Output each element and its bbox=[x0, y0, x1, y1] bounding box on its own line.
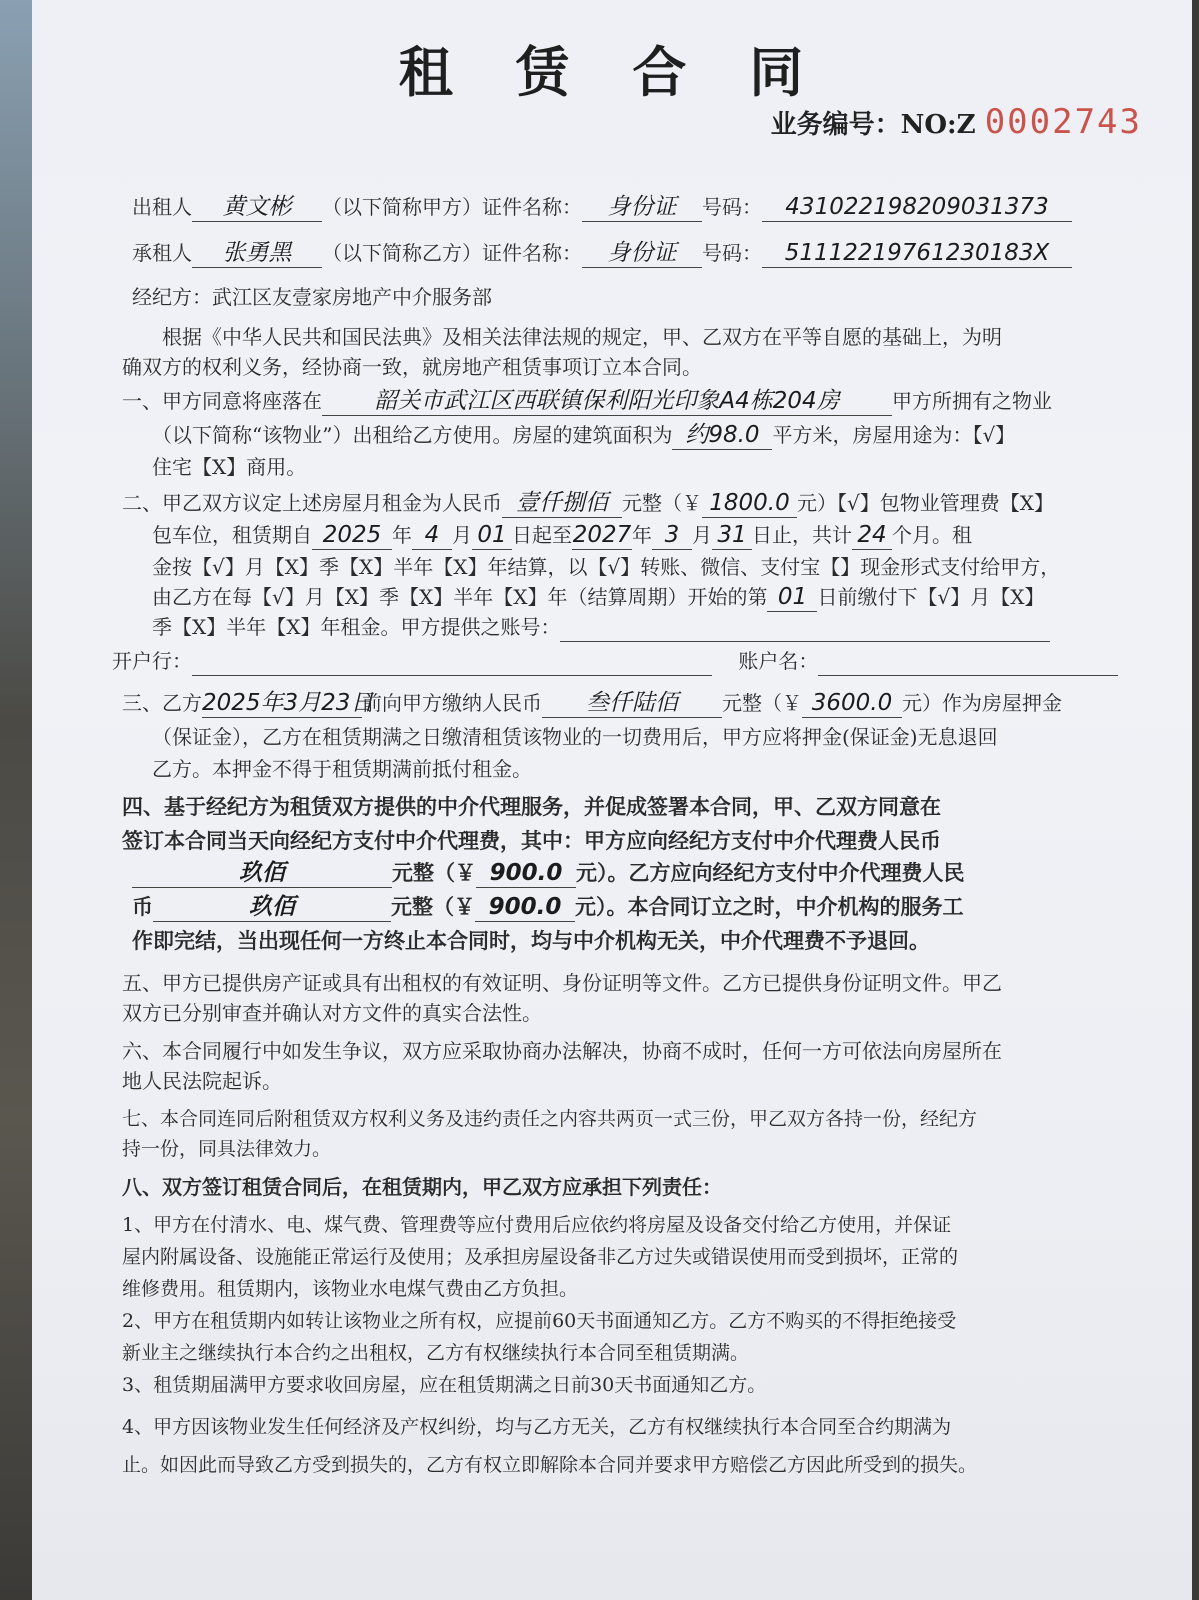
s2-account-name-value bbox=[818, 675, 1118, 676]
s5-line-2: 双方已分别审查并确认对方文件的真实合法性。 bbox=[122, 1001, 542, 1025]
s1-line-3: 住宅【X】商用。 bbox=[152, 455, 307, 479]
lessee-id-no-label: 号码： bbox=[702, 241, 762, 265]
s2-line-5 bbox=[152, 612, 1146, 642]
s1-line-2 bbox=[152, 420, 1146, 450]
s4-fee-a: 900.0 bbox=[476, 859, 576, 888]
lessee-id-type: 身份证 bbox=[582, 239, 702, 268]
lessor-line bbox=[132, 192, 1146, 222]
s4-text-l4b: 元）。本合同订立之时，中介机构的服务工 bbox=[575, 894, 964, 919]
s2-end-month: 3 bbox=[652, 521, 692, 550]
s2-text-l2h: 个月。租 bbox=[892, 523, 972, 547]
s7-line-2: 持一份，同具法律效力。 bbox=[122, 1138, 332, 1160]
s2-end-year: 2027 bbox=[572, 522, 632, 548]
lessor-id-no-label: 号码： bbox=[702, 195, 762, 219]
s2-text-l1c: 元）【√】包物业管理费【X】 bbox=[797, 491, 1054, 515]
s2-text-l1b: 元整（￥ bbox=[622, 491, 702, 515]
s2-account-name-label: 账户名： bbox=[738, 649, 819, 673]
s8-line-2: 屋内附属设备、设施能正常运行及使用；及承担房屋设备非乙方过失或错误使用而受到损坏，正常的 bbox=[122, 1246, 959, 1268]
s2-text-l4b: 日前缴付下【√】月【X】 bbox=[817, 585, 1045, 609]
contract-number bbox=[771, 102, 1142, 142]
s2-line-1 bbox=[122, 488, 1146, 518]
s4-line-4 bbox=[132, 892, 1146, 922]
s6-line-2: 地人民法院起诉。 bbox=[122, 1069, 282, 1093]
s2-account-no bbox=[560, 641, 1050, 642]
s2-text-l2a: 包车位，租赁期自 bbox=[152, 523, 312, 547]
s2-bank-label: 开户行： bbox=[112, 649, 192, 673]
s2-bank-value bbox=[192, 675, 712, 676]
s2-bank-line bbox=[112, 646, 1146, 676]
lessee-id-type-label: （以下简称乙方）证件名称： bbox=[322, 241, 582, 265]
s2-text-l2b: 年 bbox=[392, 523, 412, 547]
s4-text-l3b: 元）。乙方应向经纪方支付中介代理费人民 bbox=[576, 860, 965, 885]
s2-text-l4a: 由乙方在每【√】月【X】季【X】半年【X】年（结算周期）开始的第 bbox=[152, 585, 768, 609]
s8-line-1: 1、甲方在付清水、电、煤气费、管理费等应付费用后应依约将房屋及设备交付给乙方使用，并保证 bbox=[122, 1214, 952, 1236]
s2-line-3: 金按【√】月【X】季【X】半年【X】年结算，以【√】转账、微信、支付宝【】现金形式支付给甲方， bbox=[152, 555, 1061, 579]
s2-line-2 bbox=[152, 520, 1146, 550]
lessor-label: 出租人 bbox=[132, 195, 192, 219]
s8-line-5: 新业主之继续执行本合约之出租权，乙方有权继续执行本合同至租赁期满。 bbox=[122, 1342, 750, 1364]
s4-fee-a-cn: 玖佰 bbox=[132, 859, 392, 888]
s2-start-year: 2025 bbox=[312, 521, 392, 550]
lessor-id-type: 身份证 bbox=[582, 193, 702, 222]
s3-date: 2025年3月23日 bbox=[202, 690, 374, 716]
s2-start-month: 4 bbox=[412, 521, 452, 550]
s4-line-2: 签订本合同当天向经纪方支付中介代理费，其中：甲方应向经纪方支付中介代理费人民币 bbox=[122, 828, 941, 853]
s3-text-c: 元整（￥ bbox=[722, 691, 802, 715]
s5-line-1: 五、甲方已提供房产证或具有出租权的有效证明、身份证明等文件。乙方已提供身份证明文件。甲乙 bbox=[122, 971, 1002, 995]
s4-text-l4a: 元整（￥ bbox=[391, 894, 475, 919]
s1-text-d: 平方米，房屋用途为：【√】 bbox=[772, 423, 1016, 447]
s3-text-a: 三、乙方 bbox=[122, 691, 202, 715]
s4-line-3 bbox=[132, 858, 1146, 888]
s2-start-day: 01 bbox=[472, 521, 512, 550]
contract-paper bbox=[32, 0, 1192, 1600]
s8-line-4: 2、甲方在租赁期内如转让该物业之所有权，应提前60天书面通知乙方。乙方不购买的不得拒绝接受 bbox=[122, 1310, 957, 1332]
s3-line-3: 乙方。本押金不得于租赁期满前抵付租金。 bbox=[152, 757, 532, 781]
s2-rent: 1800.0 bbox=[702, 489, 797, 518]
page-title: 租 赁 合 同 bbox=[398, 40, 826, 104]
s3-text-b: 前向甲方缴纳人民币 bbox=[362, 691, 542, 715]
s2-text-l2e: 年 bbox=[632, 523, 652, 547]
intro-line-1: 根据《中华人民共和国民法典》及相关法律法规的规定，甲、乙双方在平等自愿的基础上，为明 bbox=[162, 325, 1002, 349]
lessor-id-type-label: （以下简称甲方）证件名称： bbox=[322, 195, 582, 219]
s1-address: 韶关市武江区西联镇保利阳光印象A4栋204房 bbox=[322, 387, 892, 416]
s7-line-1: 七、本合同连同后附租赁双方权利义务及违约责任之内容共两页一式三份，甲乙双方各持一份，经纪方 bbox=[122, 1108, 978, 1130]
s2-line-4 bbox=[152, 582, 1146, 612]
s2-pay-day: 01 bbox=[767, 583, 817, 612]
intro-line-2: 确双方的权利义务，经协商一致，就房地产租赁事项订立本合同。 bbox=[122, 355, 702, 379]
contract-number-value: 0002743 bbox=[984, 102, 1142, 142]
s1-text-a: 一、甲方同意将座落在 bbox=[122, 389, 322, 413]
s8-line-8: 止。如因此而导致乙方受到损失的，乙方有权立即解除本合同并要求甲方赔偿乙方因此所受到的损失。 bbox=[122, 1454, 978, 1476]
s4-text-l4pre: 币 bbox=[132, 894, 153, 919]
s2-rent-cn: 壹仟捌佰 bbox=[502, 489, 622, 518]
s3-line-2: （保证金），乙方在租赁期满之日缴清租赁该物业的一切费用后，甲方应将押金(保证金)无息退回 bbox=[152, 725, 998, 749]
lessee-name: 张勇黑 bbox=[192, 239, 322, 268]
s3-text-d: 元）作为房屋押金 bbox=[902, 691, 1062, 715]
s2-end-day: 31 bbox=[712, 521, 752, 550]
s2-months: 24 bbox=[852, 521, 892, 550]
s1-text-c: （以下简称“该物业”）出租给乙方使用。房屋的建筑面积为 bbox=[152, 423, 673, 447]
lessor-id-no: 431022198209031373 bbox=[762, 193, 1072, 222]
s1-area: 约98.0 bbox=[672, 421, 772, 450]
lessee-id-no: 51112219761230183X bbox=[762, 239, 1072, 268]
lessor-name: 黄文彬 bbox=[192, 193, 322, 222]
s4-line-5: 作即完结，当出现任何一方终止本合同时，均与中介机构无关，中介代理费不予退回。 bbox=[132, 928, 930, 953]
s2-text-l1a: 二、甲乙双方议定上述房屋月租金为人民币 bbox=[122, 491, 502, 515]
s2-text-l5: 季【X】半年【X】年租金。甲方提供之账号： bbox=[152, 615, 561, 639]
s1-line-1 bbox=[122, 386, 1146, 416]
s2-text-l2d: 日起至 bbox=[512, 523, 572, 547]
s4-text-l3a: 元整（￥ bbox=[392, 860, 476, 885]
s4-fee-b-cn: 玖佰 bbox=[153, 893, 391, 922]
s4-fee-b: 900.0 bbox=[475, 893, 575, 922]
contract-number-label: 业务编号：NO:Z bbox=[770, 110, 976, 140]
s8-line-7: 4、甲方因该物业发生任何经济及产权纠纷，均与乙方无关，乙方有权继续执行本合同至合约期满为 bbox=[122, 1416, 952, 1438]
s1-text-b: 甲方所拥有之物业 bbox=[892, 389, 1052, 413]
s6-line-1: 六、本合同履行中如发生争议，双方应采取协商办法解决，协商不成时，任何一方可依法向房屋所在 bbox=[122, 1039, 1002, 1063]
s4-line-1: 四、基于经纪方为租赁双方提供的中介代理服务，并促成签署本合同，甲、乙双方同意在 bbox=[122, 794, 941, 819]
s8-head: 八、双方签订租赁合同后，在租赁期内，甲乙双方应承担下列责任： bbox=[122, 1175, 722, 1199]
s3-line-1 bbox=[122, 688, 1146, 718]
s3-deposit-cn: 叁仟陆佰 bbox=[542, 689, 722, 718]
s2-text-l2g: 日止，共计 bbox=[752, 523, 852, 547]
agent-line: 经纪方：武江区友壹家房地产中介服务部 bbox=[132, 285, 492, 309]
s8-line-3: 维修费用。租赁期内，该物业水电煤气费由乙方负担。 bbox=[122, 1278, 579, 1300]
lessee-label: 承租人 bbox=[132, 241, 192, 265]
s2-text-l2f: 月 bbox=[692, 523, 712, 547]
s2-text-l2c: 月 bbox=[452, 523, 472, 547]
lessee-line bbox=[132, 238, 1146, 268]
s8-line-6: 3、租赁期届满甲方要求收回房屋，应在租赁期满之日前30天书面通知乙方。 bbox=[122, 1374, 767, 1396]
s3-deposit: 3600.0 bbox=[802, 689, 902, 718]
